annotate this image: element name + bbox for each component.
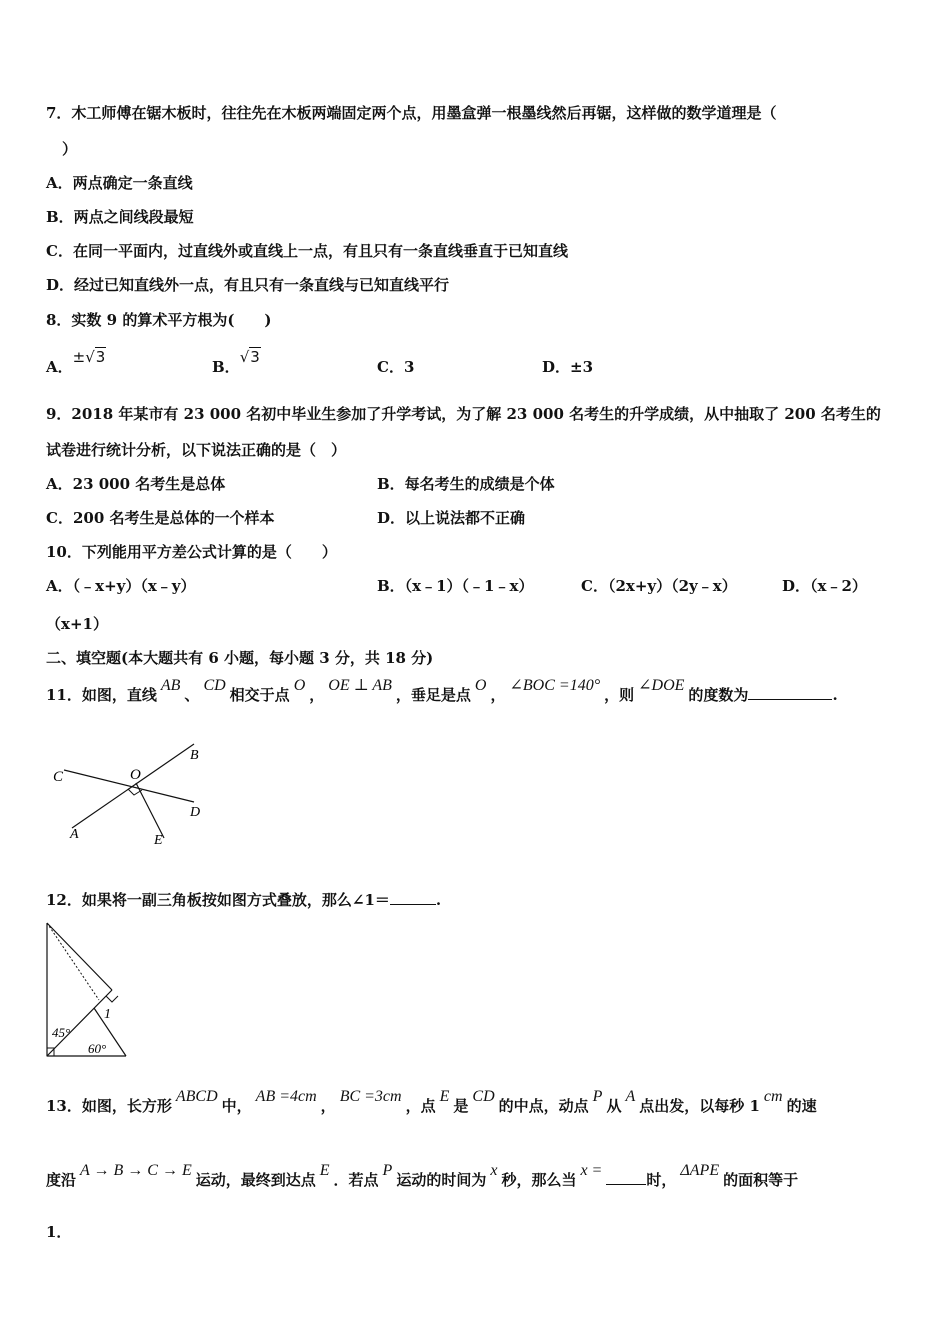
q7-option-a: A．两点确定一条直线 (46, 174, 193, 192)
label-a: A (70, 827, 79, 842)
dashed-line (47, 923, 99, 1000)
label-angle-1: 1 (104, 1007, 111, 1022)
label-45: 45° (52, 1025, 71, 1040)
label-b: B (190, 748, 199, 763)
answer-blank[interactable] (748, 685, 832, 700)
q10-option-b: B．（x﹣1）（﹣1﹣x） (377, 577, 534, 595)
answer-blank[interactable] (390, 890, 436, 905)
q12-figure (44, 920, 130, 1062)
q7-stem: 7．木工师傅在锯木板时，往往先在木板两端固定两个点，用墨盒弹一根墨线然后再锯，这样做的数学道理是（ (46, 104, 777, 122)
q10-stem: 10．下列能用平方差公式计算的是（ ） (46, 543, 337, 561)
q9-stem-2: 试卷进行统计分析，以下说法正确的是（ ） (46, 441, 347, 459)
label-e: E (154, 833, 163, 848)
label-o: O (130, 767, 141, 783)
answer-blank[interactable] (606, 1170, 646, 1185)
q8-option-b: B．√3 (212, 348, 260, 376)
q7-option-d: D．经过已知直线外一点，有且只有一条直线与已知直线平行 (46, 276, 450, 294)
q13-stem-3: 1． (46, 1223, 72, 1241)
q8-stem: 8．实数 9 的算术平方根为( ) (46, 311, 272, 329)
sqrt-symbol: ±√3 (72, 348, 106, 366)
right-angle-mark (106, 996, 118, 1002)
q9-option-b: B．每名考生的成绩是个体 (377, 475, 555, 493)
q9-option-c: C．200 名考生是总体的一个样本 (46, 509, 275, 527)
section-heading: 二、填空题(本大题共有 6 小题，每小题 3 分，共 18 分) (46, 649, 434, 667)
label-60: 60° (88, 1041, 107, 1056)
q10-option-c: C．（2x+y）（2y﹣x） (581, 577, 737, 595)
edge-hyp-45 (47, 923, 112, 990)
line-cd (64, 770, 194, 802)
q8-option-d: D．±3 (542, 358, 594, 376)
q7-option-b: B．两点之间线段最短 (46, 208, 194, 226)
q10-option-d-cont: （x+1） (46, 615, 108, 633)
q12-stem: 12．如果将一副三角板按如图方式叠放，那么∠1＝ . (46, 891, 442, 909)
q11-stem: 11．如图，直线AB、CD相交于点O，OE ⊥ AB，垂足是点O，∠BOC =140°，则∠DOE的度数为 . (46, 677, 838, 704)
label-c: C (53, 769, 64, 785)
q10-option-a: A．（﹣x+y）（x﹣y） (46, 577, 196, 595)
q7-option-c: C．在同一平面内，过直线外或直线上一点，有且只有一条直线垂直于已知直线 (46, 242, 568, 260)
q13-stem-2: 度沿A → B → C → E运动，最终到达点E．若点P运动的时间为x秒，那么当x =时，ΔAPE的面积等于 (46, 1162, 799, 1189)
sqrt-symbol: √3 (239, 348, 260, 366)
q8-option-a: A．±√3 (46, 348, 106, 376)
q7-stem-end: ） (62, 140, 78, 158)
q9-stem-1: 9．2018 年某市有 23 000 名初中毕业生参加了升学考试，为了解 23 000 名考生的升学成绩，从中抽取了 200 名考生的 (46, 405, 881, 423)
q11-figure (44, 740, 214, 855)
q10-option-d: D．（x﹣2） (782, 577, 867, 595)
q9-option-a: A．23 000 名考生是总体 (46, 475, 226, 493)
label-d: D (190, 805, 201, 820)
q8-option-c: C．3 (377, 358, 415, 376)
line-ab (72, 744, 194, 828)
q13-stem-1: 13．如图，长方形ABCD中，AB =4cm，BC =3cm，点E是CD的中点，动点P从A点出发，以每秒 1cm的速 (46, 1088, 817, 1115)
q9-option-d: D．以上说法都不正确 (377, 509, 526, 527)
